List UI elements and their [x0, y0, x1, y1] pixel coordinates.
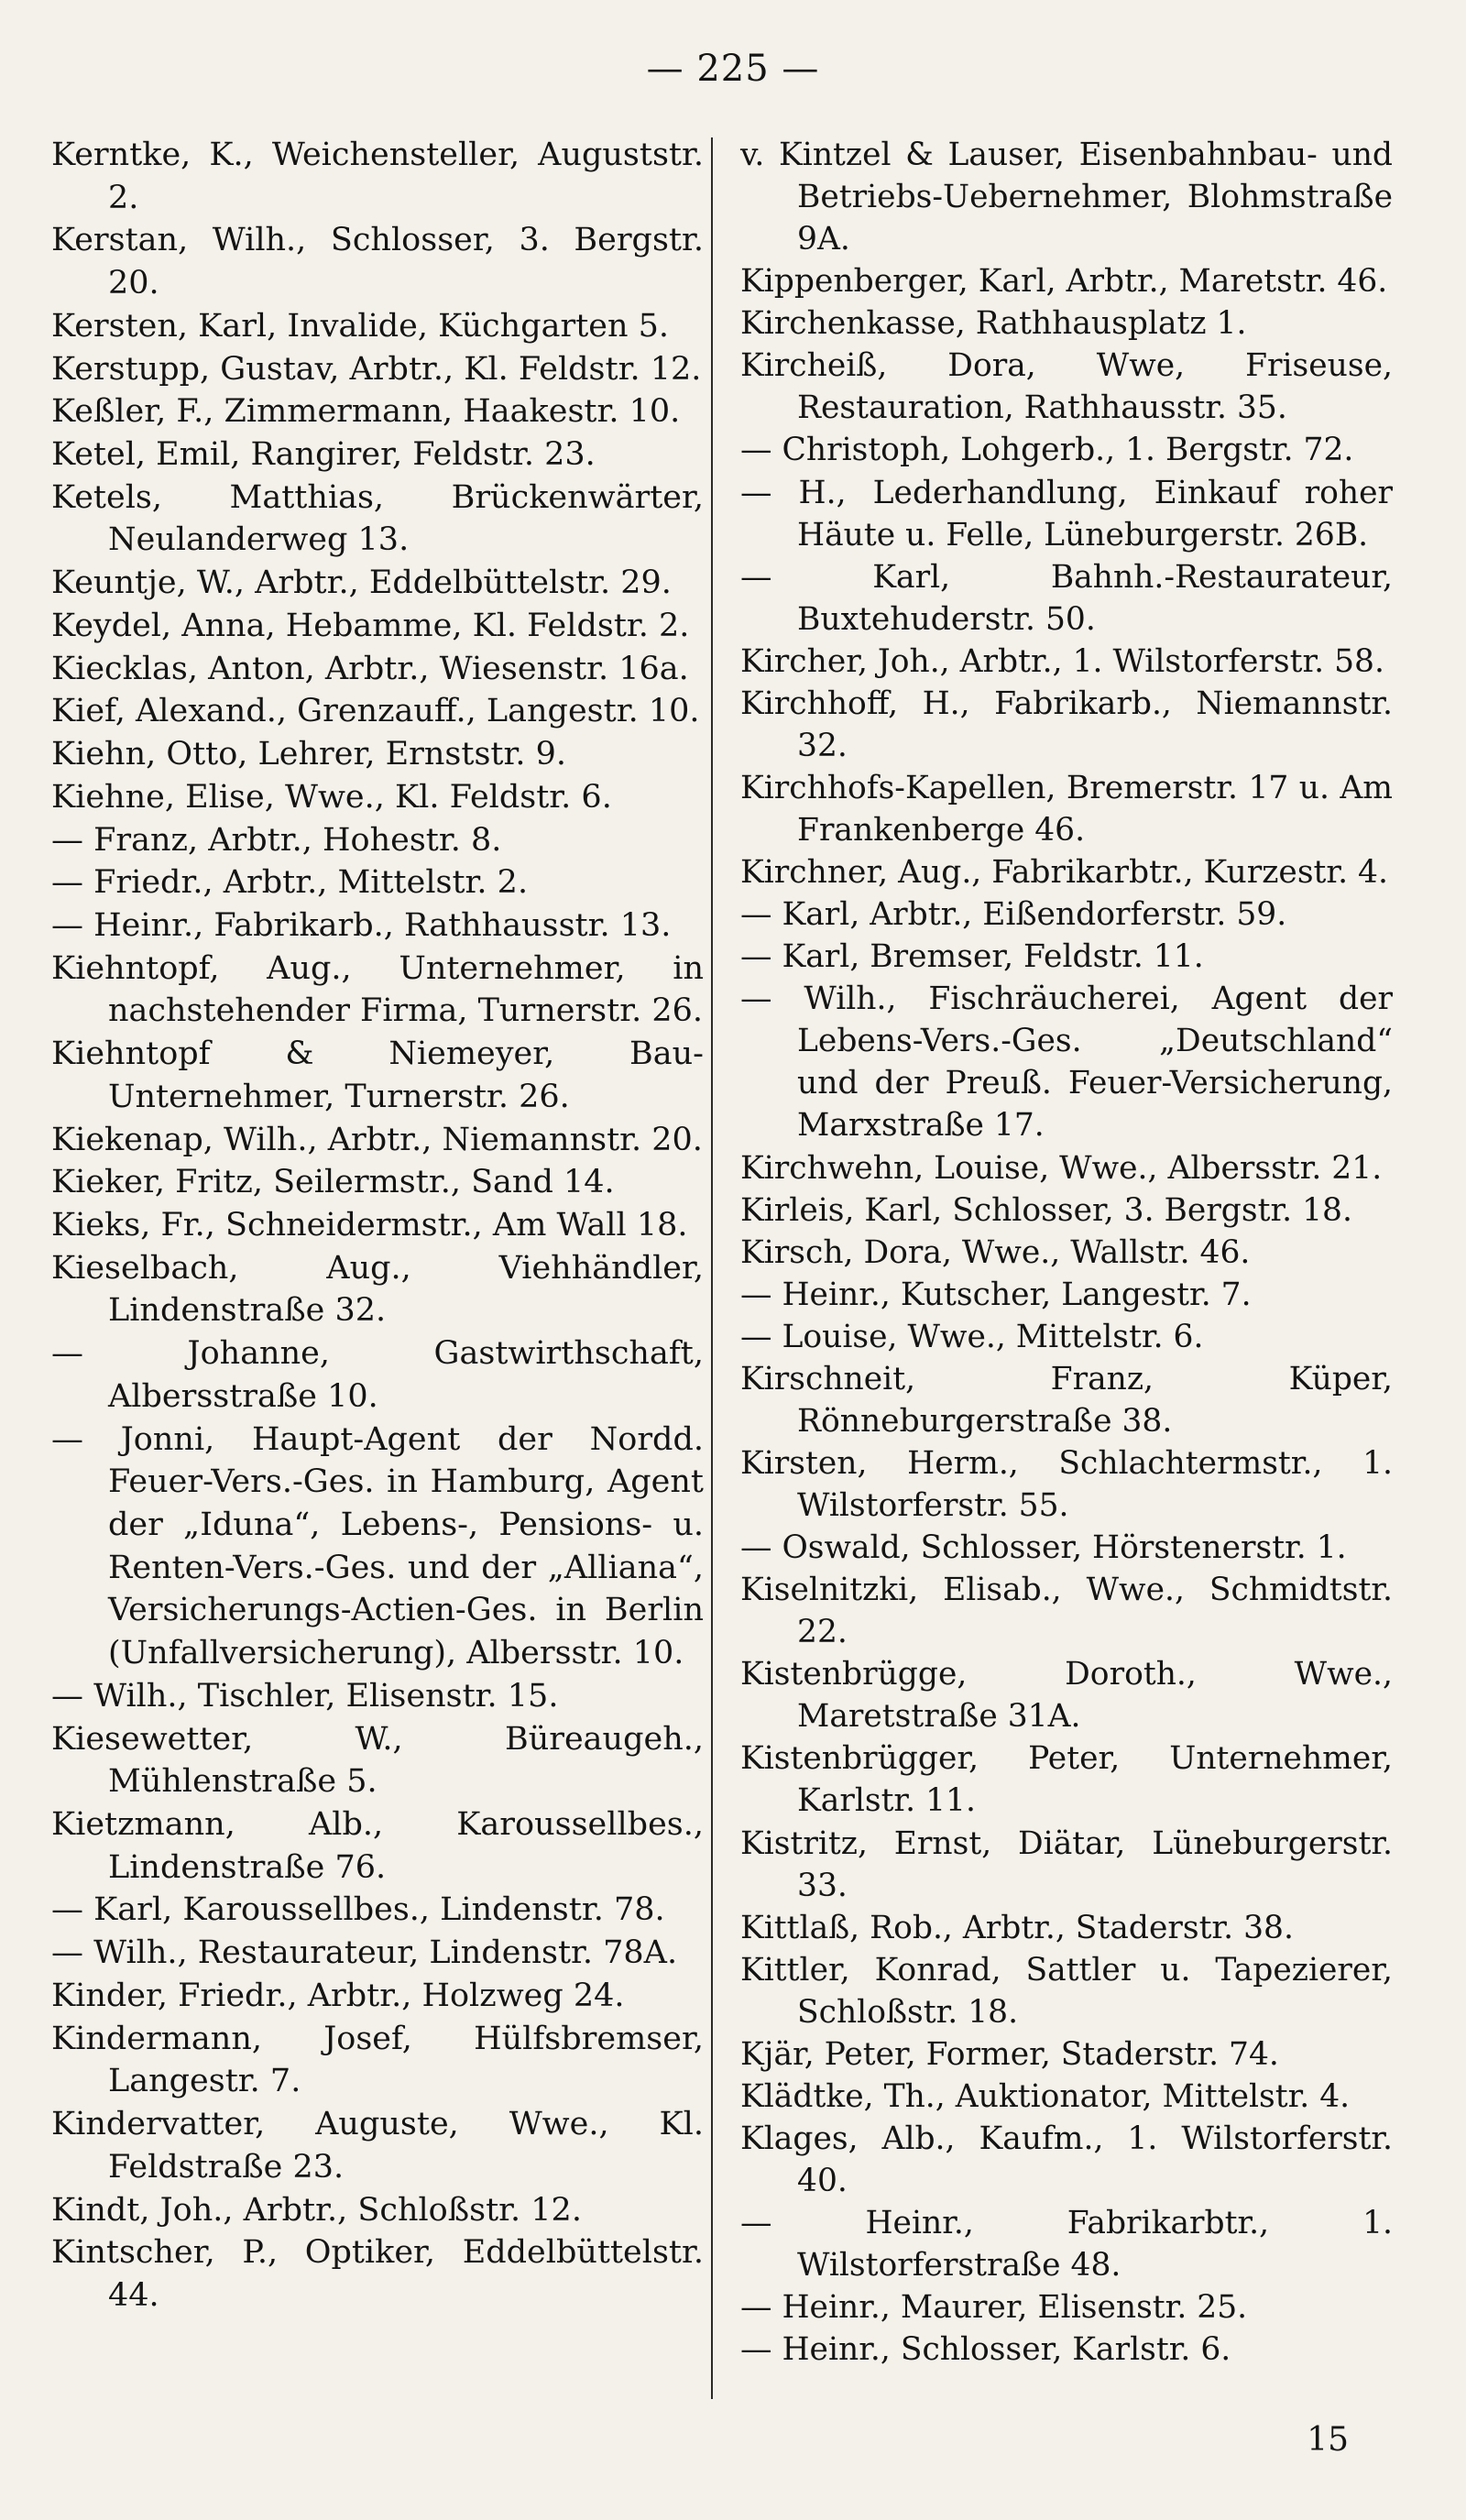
directory-entry: Kindermann, Josef, Hülfsbremser, Langestr. 7. [51, 2020, 704, 2100]
directory-entry: Kiehntopf, Aug., Unternehmer, in nachstehender Firma, Turnerstr. 26. [51, 949, 704, 1030]
directory-entry: Kistenbrügger, Peter, Unternehmer, Karlstr. 11. [740, 1740, 1393, 1820]
directory-entry: Kistritz, Ernst, Diätar, Lüneburgerstr. 33. [740, 1824, 1393, 1904]
left-column [51, 134, 704, 2317]
directory-entry: — Christoph, Lohgerb., 1. Bergstr. 72. [740, 432, 1354, 469]
directory-entry: Kieselbach, Aug., Viehhändler, Lindenstraße 32. [51, 1249, 704, 1330]
directory-entry: Kirsch, Dora, Wwe., Wallstr. 46. [740, 1233, 1251, 1271]
directory-entry: Kief, Alexand., Grenzauff., Langestr. 10. [51, 693, 700, 730]
directory-entry: Kircher, Joh., Arbtr., 1. Wilstorferstr. 58. [740, 642, 1384, 680]
column-divider [711, 137, 713, 2399]
directory-entry: Kippenberger, Karl, Arbtr., Maretstr. 46. [740, 263, 1388, 301]
directory-entry: — Oswald, Schlosser, Hörstenerstr. 1. [740, 1529, 1347, 1567]
directory-entry: — Karl, Bahnh.-Restaurateur, Buxtehuderstr. 50. [740, 558, 1393, 638]
directory-entry: Kindt, Joh., Arbtr., Schloßstr. 12. [51, 2191, 582, 2229]
directory-entry: Kietzmann, Alb., Karoussellbes., Lindenstraße 76. [51, 1806, 704, 1886]
directory-entry: Ketel, Emil, Rangirer, Feldstr. 23. [51, 436, 596, 474]
directory-entry: — Friedr., Arbtr., Mittelstr. 2. [51, 864, 529, 902]
directory-entry: Keßler, F., Zimmermann, Haakestr. 10. [51, 393, 681, 431]
directory-entry: — Karl, Karoussellbes., Lindenstr. 78. [51, 1891, 665, 1929]
directory-entry: Kirchhoff, H., Fabrikarb., Niemannstr. 32. [740, 685, 1393, 764]
directory-entry: — Jonni, Haupt-Agent der Nordd. Feuer-Vers.-Ges. in Hamburg, Agent der „Iduna“, Lebens-, Pensions- u. Renten-Vers.-Ges. und der „Alliana“, Versicherungs-Actien-Ges. in Berlin (Unfallversicherung), Albersstr. 10. [51, 1420, 704, 1672]
directory-entry: Kerstan, Wilh., Schlosser, 3. Bergstr. 20. [51, 222, 704, 302]
directory-entry: — Heinr., Maurer, Elisenstr. 25. [740, 2289, 1248, 2327]
directory-entry: Kiselnitzki, Elisab., Wwe., Schmidtstr. 22. [740, 1572, 1393, 1651]
directory-entry: Kirchwehn, Louise, Wwe., Albersstr. 21. [740, 1149, 1383, 1187]
directory-entry: — Heinr., Schlosser, Karlstr. 6. [740, 2331, 1231, 2369]
directory-entry: Kirchhofs-Kapellen, Bremerstr. 17 u. Am Frankenberge 46. [740, 769, 1393, 849]
directory-entry: Kersten, Karl, Invalide, Küchgarten 5. [51, 307, 670, 345]
directory-entry: Kiekenap, Wilh., Arbtr., Niemannstr. 20. [51, 1121, 703, 1158]
signature-mark: 15 [1307, 2421, 1349, 2459]
directory-entry: Kerstupp, Gustav, Arbtr., Kl. Feldstr. 12. [51, 350, 702, 388]
directory-entry: — H., Lederhandlung, Einkauf roher Häute u. Felle, Lüneburgerstr. 26B. [740, 474, 1393, 553]
directory-entry: Ketels, Matthias, Brückenwärter, Neulanderweg 13. [51, 478, 704, 559]
directory-entry: Kirsten, Herm., Schlachtermstr., 1. Wilstorferstr. 55. [740, 1444, 1393, 1524]
directory-entry: Kiehntopf & Niemeyer, Bau-Unternehmer, Turnerstr. 26. [51, 1035, 704, 1115]
directory-entry: Kieker, Fritz, Seilermstr., Sand 14. [51, 1164, 615, 1201]
directory-entry: — Wilh., Restaurateur, Lindenstr. 78A. [51, 1934, 678, 1972]
directory-entry: Kiecklas, Anton, Arbtr., Wiesenstr. 16a. [51, 650, 689, 687]
directory-entry: — Karl, Bremser, Feldstr. 11. [740, 938, 1204, 976]
directory-entry: — Franz, Arbtr., Hohestr. 8. [51, 821, 502, 859]
directory-entry: v. Kintzel & Lauser, Eisenbahnbau- und Betriebs-Uebernehmer, Blohmstraße 9A. [740, 137, 1393, 258]
directory-entry: Kiehne, Elise, Wwe., Kl. Feldstr. 6. [51, 778, 612, 816]
right-column [740, 134, 1393, 2371]
directory-entry: Kirchner, Aug., Fabrikarbtr., Kurzestr. 4. [740, 854, 1388, 892]
directory-entry: Kirchenkasse, Rathhausplatz 1. [740, 305, 1247, 343]
directory-entry: — Wilh., Fischräucherei, Agent der Lebens-Vers.-Ges. „Deutschland“ und der Preuß. Feuer-Versicherung, Marxstraße 17. [740, 981, 1393, 1145]
directory-entry: Kittlaß, Rob., Arbtr., Staderstr. 38. [740, 1909, 1294, 1946]
directory-entry: Keydel, Anna, Hebamme, Kl. Feldstr. 2. [51, 607, 690, 644]
directory-entry: — Heinr., Fabrikarb., Rathhausstr. 13. [51, 906, 672, 944]
directory-entry: Kjär, Peter, Former, Staderstr. 74. [740, 2035, 1279, 2073]
directory-entry: Kirschneit, Franz, Küper, Rönneburgerstraße 38. [740, 1360, 1393, 1440]
directory-entry: Kittler, Konrad, Sattler u. Tapezierer, Schloßstr. 18. [740, 1951, 1393, 2031]
directory-entry: Kinder, Friedr., Arbtr., Holzweg 24. [51, 1977, 625, 2014]
directory-entry: — Karl, Arbtr., Eißendorferstr. 59. [740, 896, 1287, 934]
directory-entry: Kircheiß, Dora, Wwe, Friseuse, Restauration, Rathhausstr. 35. [740, 347, 1393, 427]
directory-entry: — Heinr., Fabrikarbtr., 1. Wilstorferstraße 48. [740, 2205, 1393, 2284]
directory-entry: Kerntke, K., Weichensteller, Auguststr. 2. [51, 137, 704, 216]
directory-entry: Keuntje, W., Arbtr., Eddelbüttelstr. 29. [51, 564, 672, 602]
directory-entry: — Louise, Wwe., Mittelstr. 6. [740, 1318, 1204, 1355]
directory-entry: Kintscher, P., Optiker, Eddelbüttelstr. 44. [51, 2234, 704, 2314]
directory-entry: — Wilh., Tischler, Elisenstr. 15. [51, 1677, 559, 1715]
directory-entry: Kieks, Fr., Schneidermstr., Am Wall 18. [51, 1206, 688, 1244]
directory-entry: Klages, Alb., Kaufm., 1. Wilstorferstr. 40. [740, 2120, 1393, 2199]
directory-entry: Klädtke, Th., Auktionator, Mittelstr. 4. [740, 2077, 1351, 2115]
directory-entry: Kistenbrügge, Doroth., Wwe., Maretstraße 31A. [740, 1656, 1393, 1736]
directory-entry: — Johanne, Gastwirthschaft, Albersstraße 10. [51, 1335, 704, 1415]
directory-entry: — Heinr., Kutscher, Langestr. 7. [740, 1276, 1252, 1313]
page-number: — 225 — [646, 48, 820, 90]
directory-entry: Kirleis, Karl, Schlosser, 3. Bergstr. 18. [740, 1191, 1352, 1229]
directory-entry: Kindervatter, Auguste, Wwe., Kl. Feldstraße 23. [51, 2106, 704, 2186]
directory-entry: Kiehn, Otto, Lehrer, Ernststr. 9. [51, 736, 567, 773]
directory-entry: Kiesewetter, W., Büreaugeh., Mühlenstraße 5. [51, 1720, 704, 1801]
